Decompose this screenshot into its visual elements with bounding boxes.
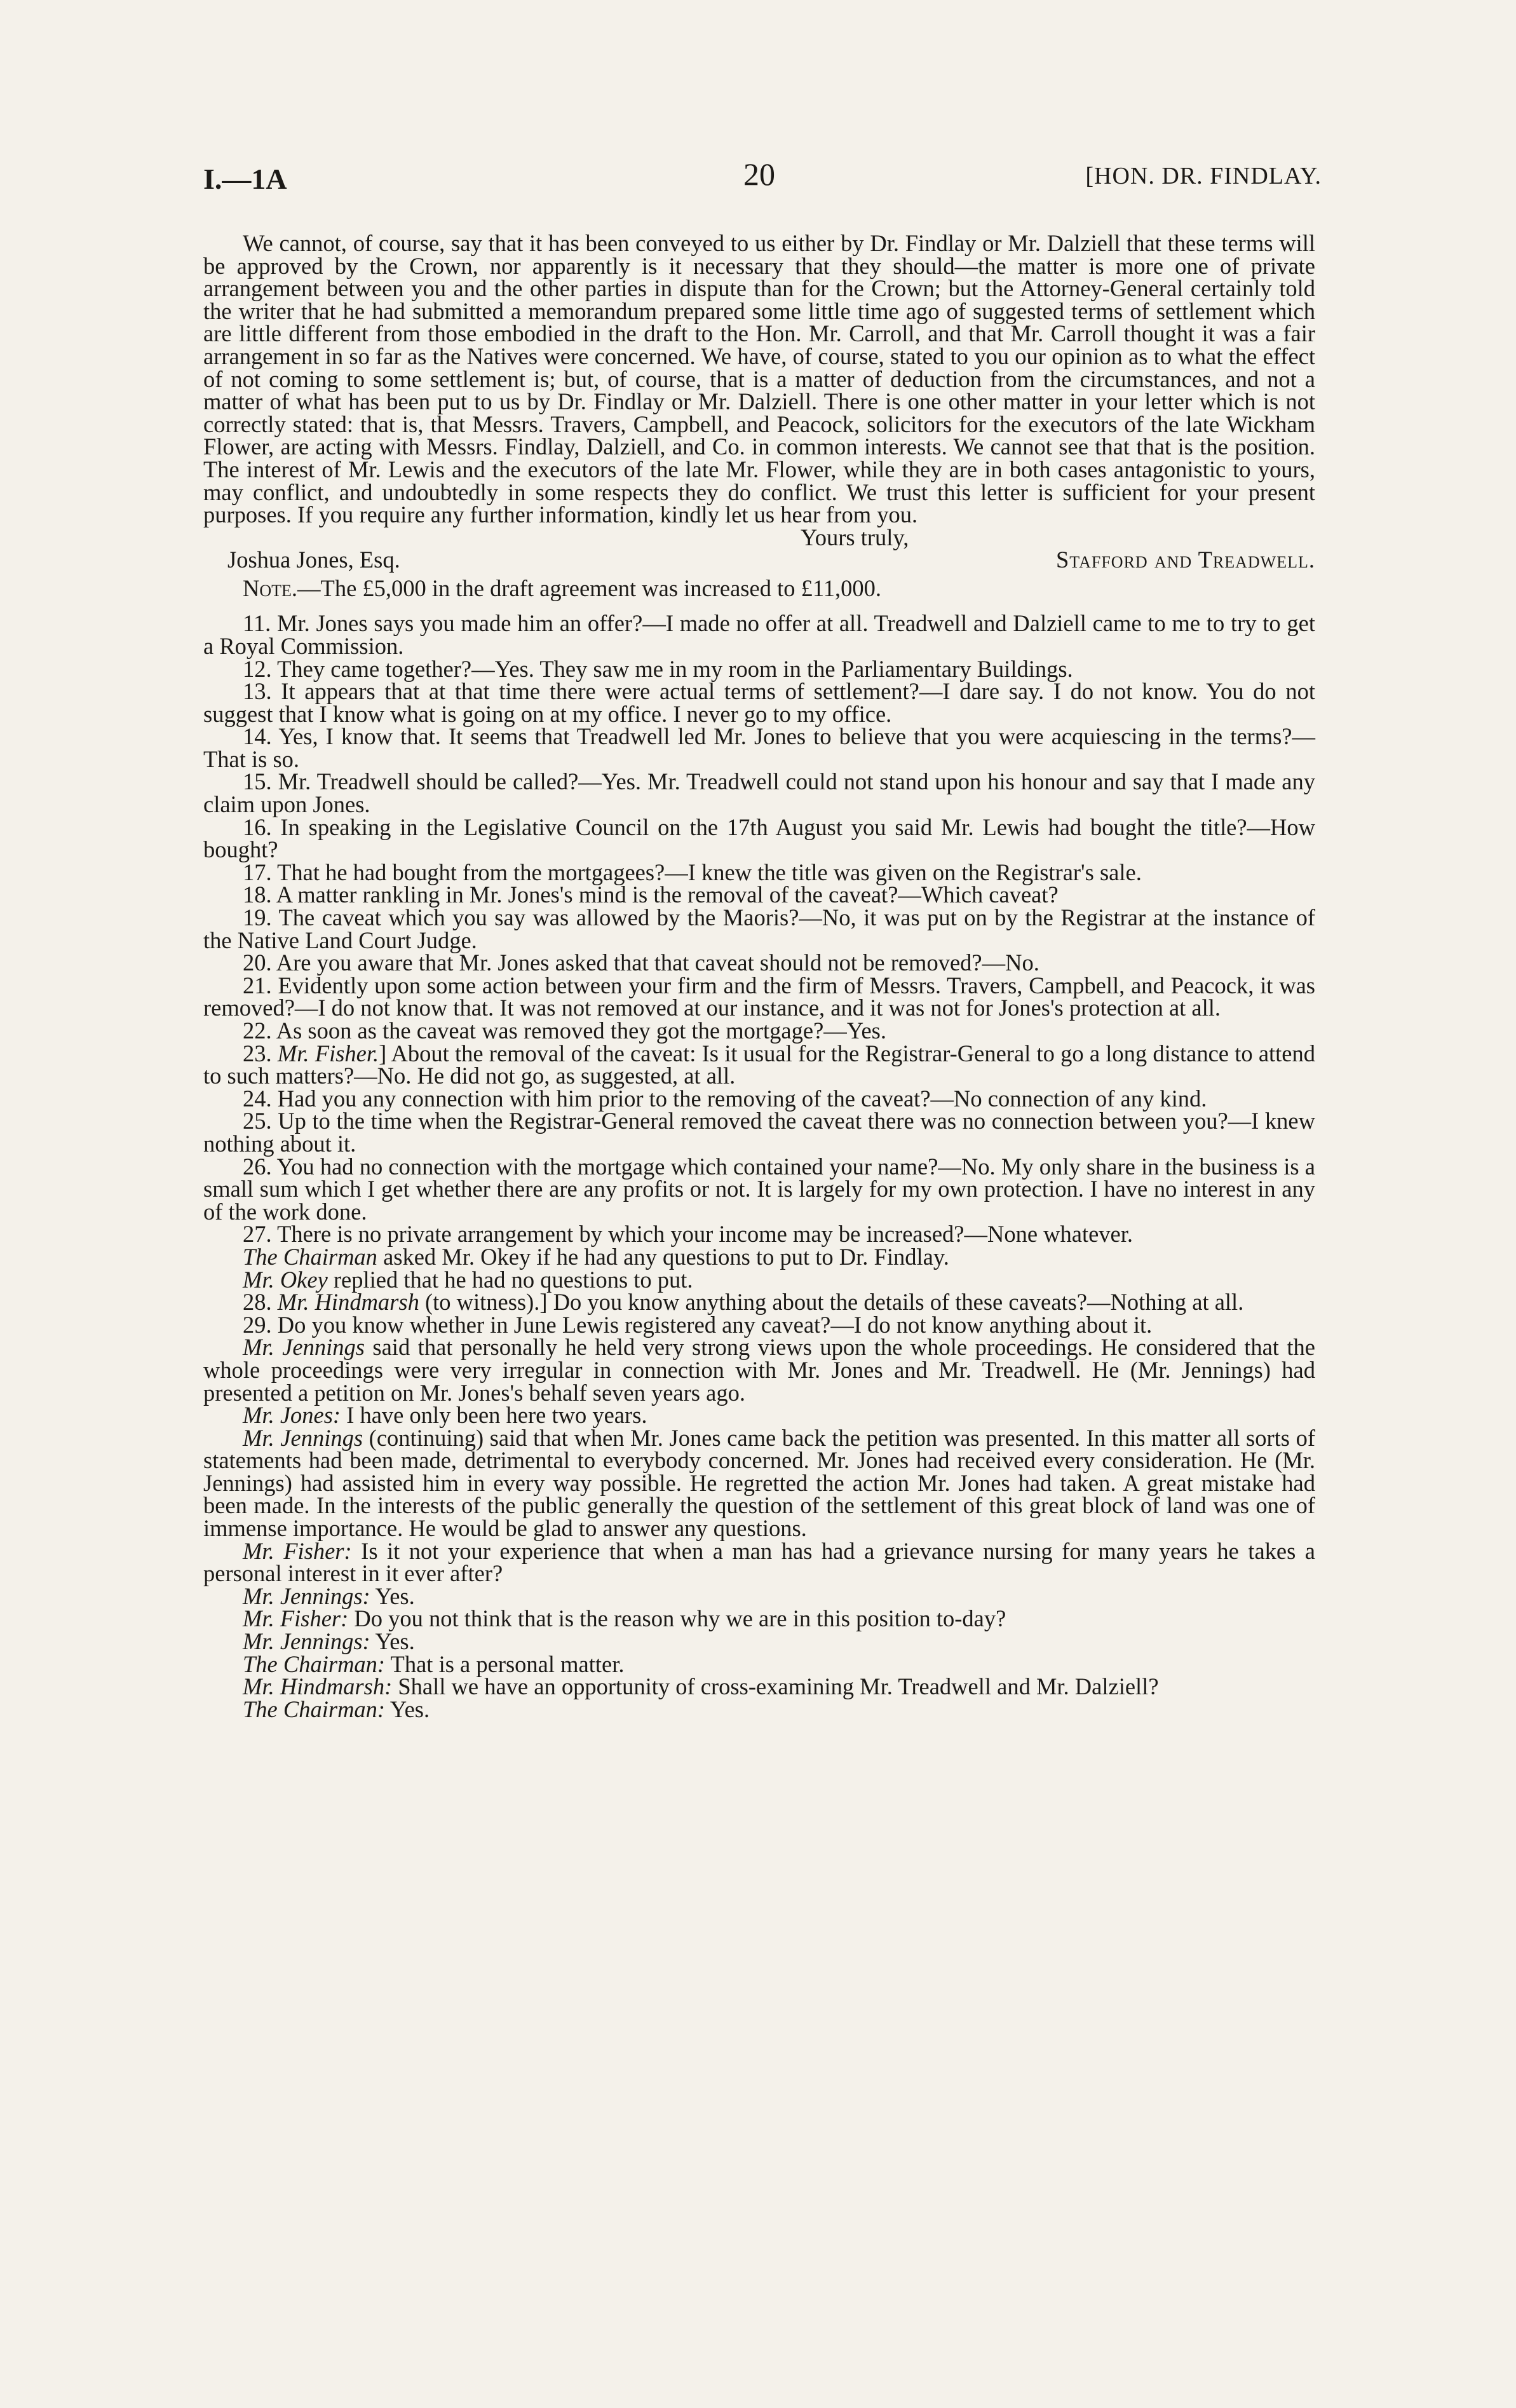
- question-26: 26. You had no connection with the mortgage which contained your name?—No. My only share in the business is a small sum which I get whether there are any profits or not. It is largely for my own protection. I have no interest in any of the work done.: [203, 1153, 1315, 1225]
- question-21: 21. Evidently upon some action between your firm and the firm of Messrs. Travers, Campbell, and Peacock, it was removed?—I do not know that. It was not removed at our instance, and it was not for Jones's protection at all.: [203, 972, 1315, 1021]
- jennings-statement-2: [203, 1424, 1315, 1542]
- document-page: [203, 156, 1322, 1722]
- question-28-number: 28.: [243, 1289, 278, 1316]
- hindmarsh-question: [203, 1675, 1315, 1698]
- question-16: 16. In speaking in the Legislative Council on the 17th August you said Mr. Lewis had bought the title?—How bought?: [203, 813, 1315, 863]
- witness-name: [HON. DR. FINDLAY.: [1085, 163, 1322, 189]
- statement: Yes.: [370, 1628, 415, 1655]
- question-14: 14. Yes, I know that. It seems that Treadwell led Mr. Jones to believe that you were acquiescing in the terms?—That is so.: [203, 723, 1315, 772]
- page-number: 20: [743, 156, 775, 192]
- page-body: [203, 232, 1315, 1720]
- question-23: [203, 1042, 1315, 1087]
- question-20: 20. Are you aware that Mr. Jones asked that that caveat should not be removed?—No.: [243, 949, 1039, 976]
- letter-paragraph: We cannot, of course, say that it has been conveyed to us either by Dr. Findlay or Mr. Dalziell that these terms will be approved by the Crown, nor apparently is it necessary that they should—the matter is more one of private arrangement between you and the other parties in dispute than for the Crown; but the Attorney-General certainly told the writer that he had submitted a memorandum prepared some little time ago of suggested terms of settlement which are little different from those embodied in the draft to the Hon. Mr. Carroll, and that Mr. Carroll thought it was a fair arrangement in so far as the Natives were concerned. We have, of course, stated to you our opinion as to what the effect of not coming to some settlement is; but, of course, that is a matter of deduction from the circumstances, and not a matter of what has been put to us by Dr. Findlay or Mr. Dalziell. There is one other matter in your letter which is not correctly stated: that is, that Messrs. Travers, Campbell, and Peacock, solicitors for the executors of the late Wickham Flower, are acting with Messrs. Findlay, Dalziell, and Co. in common interests. We cannot see that that is the position. The interest of Mr. Lewis and the executors of the late Mr. Flower, while they are in both cases antagonistic to yours, may conflict, and undoubtedly in some respects they do conflict. We trust this letter is sufficient for your present purposes. If you require any further information, kindly let us hear from you.: [203, 230, 1315, 528]
- note-label: Note.: [243, 575, 298, 601]
- jennings-answer-1: [203, 1582, 1315, 1609]
- note-text: —The £5,000 in the draft agreement was increased to £11,000.: [297, 575, 882, 601]
- speaker: Mr. Jones:: [243, 1402, 341, 1429]
- statement: Yes.: [385, 1696, 430, 1722]
- jennings-answer-2: [203, 1630, 1315, 1653]
- speaker: Mr. Jennings:: [243, 1582, 370, 1609]
- question-28: [203, 1291, 1315, 1314]
- statement: Is it not your experience that when a man has had a grievance nursing for many years he takes a personal interest in it ever after?: [203, 1537, 1316, 1587]
- statement: Shall we have an opportunity of cross-examining Mr. Treadwell and Mr. Dalziell?: [392, 1673, 1159, 1700]
- question-25: 25. Up to the time when the Registrar-General removed the caveat there was no connection between you?—I knew nothing about it.: [203, 1108, 1315, 1157]
- question-11: 11. Mr. Jones says you made him an offer?—I made no offer at all. Treadwell and Dalziell came to me to try to get a Royal Commission.: [203, 610, 1315, 659]
- speaker: Mr. Fisher:: [243, 1605, 349, 1632]
- speaker: Mr. Jennings:: [243, 1628, 370, 1655]
- page-header: [203, 156, 1322, 207]
- speaker: Mr. Jennings: [243, 1334, 365, 1361]
- speaker: Mr. Jennings: [243, 1424, 363, 1451]
- question-17: 17. That he had bought from the mortgagees?—I knew the title was given on the Registrar's sale.: [243, 859, 1142, 885]
- question-24: 24. Had you any connection with him prior to the removing of the caveat?—No connection of any kind.: [243, 1085, 1207, 1112]
- statement: Do you not think that is the reason why we are in this position to-day?: [348, 1605, 1006, 1632]
- letter-closing: Yours truly,: [801, 524, 909, 550]
- note: [203, 577, 1315, 600]
- speaker: Mr. Fisher:: [243, 1537, 352, 1564]
- letter-signature-block: [203, 526, 1315, 571]
- speaker: Mr. Hindmarsh: [277, 1289, 419, 1316]
- question-13: 13. It appears that at that time there were actual terms of settlement?—I dare say. I do not know. You do not suggest that I know what is going on at my office. I never go to my office.: [203, 678, 1315, 727]
- question-22: 22. As soon as the caveat was removed they got the mortgage?—Yes.: [243, 1017, 886, 1044]
- question-23-text: ] About the removal of the caveat: Is it usual for the Registrar-General to go a long distance to attend to such matters?—No. He did not go, as suggested, at all.: [203, 1040, 1315, 1089]
- speaker: The Chairman: [243, 1243, 377, 1270]
- question-27: 27. There is no private arrangement by which your income may be increased?—None whatever.: [243, 1221, 1134, 1248]
- chairman-answer: [203, 1698, 1315, 1721]
- speaker: Mr. Hindmarsh:: [243, 1673, 393, 1700]
- okey-replied: [203, 1266, 1315, 1293]
- statement: (continuing) said that when Mr. Jones came back the petition was presented. In this matter all sorts of statements had been made, detrimental to everybody concerned. Mr. Jones had received every consideration. He (Mr. Jennings) had assisted him in every way possible. He regretted the action Mr. Jones had taken. A great mistake had been made. In the interests of the public generally the question of the settlement of this great block of land was one of immense importance. He would be glad to answer any questions.: [203, 1424, 1315, 1542]
- fisher-question-2: [203, 1607, 1315, 1630]
- statement: That is a personal matter.: [385, 1650, 625, 1677]
- speaker: The Chairman:: [243, 1650, 386, 1677]
- statement: replied that he had no questions to put.: [327, 1266, 693, 1293]
- chairman-asked: [203, 1243, 1315, 1270]
- speaker: The Chairman:: [243, 1696, 386, 1722]
- question-23-speaker: Mr. Fisher.: [277, 1040, 379, 1066]
- statement: Yes.: [370, 1582, 415, 1609]
- letter-signatory: Stafford and Treadwell.: [1056, 546, 1315, 573]
- question-29: 29. Do you know whether in June Lewis registered any caveat?—I do not know anything about it.: [243, 1311, 1153, 1338]
- fisher-question-1: [203, 1537, 1316, 1587]
- speaker: Mr. Okey: [243, 1266, 328, 1293]
- paper-reference: I.—1A: [203, 163, 287, 195]
- letter-addressee: Joshua Jones, Esq.: [227, 546, 400, 573]
- statement: asked Mr. Okey if he had any questions to put to Dr. Findlay.: [377, 1243, 949, 1270]
- statement: (to witness).] Do you know anything about the details of these caveats?—Nothing at all.: [419, 1289, 1244, 1316]
- jennings-statement-1: [203, 1336, 1315, 1404]
- chairman-remark: [203, 1650, 1315, 1677]
- question-23-number: 23.: [243, 1040, 278, 1066]
- question-19: 19. The caveat which you say was allowed by the Maoris?—No, it was put on by the Registrar at the instance of the Native Land Court Judge.: [203, 904, 1315, 953]
- statement: said that personally he held very strong views upon the whole proceedings. He considered that the whole proceedings were very irregular in connection with Mr. Jones and Mr. Treadwell. He (Mr. Jennings) had presented a petition on Mr. Jones's behalf seven years ago.: [203, 1334, 1316, 1406]
- statement: I have only been here two years.: [341, 1402, 647, 1429]
- question-18: 18. A matter rankling in Mr. Jones's mind is the removal of the caveat?—Which caveat?: [243, 881, 1059, 908]
- question-15: 15. Mr. Treadwell should be called?—Yes. Mr. Treadwell could not stand upon his honour and say that I made any claim upon Jones.: [203, 768, 1315, 818]
- jones-statement: [203, 1404, 1315, 1427]
- question-12: 12. They came together?—Yes. They saw me in my room in the Parliamentary Buildings.: [243, 655, 1073, 682]
